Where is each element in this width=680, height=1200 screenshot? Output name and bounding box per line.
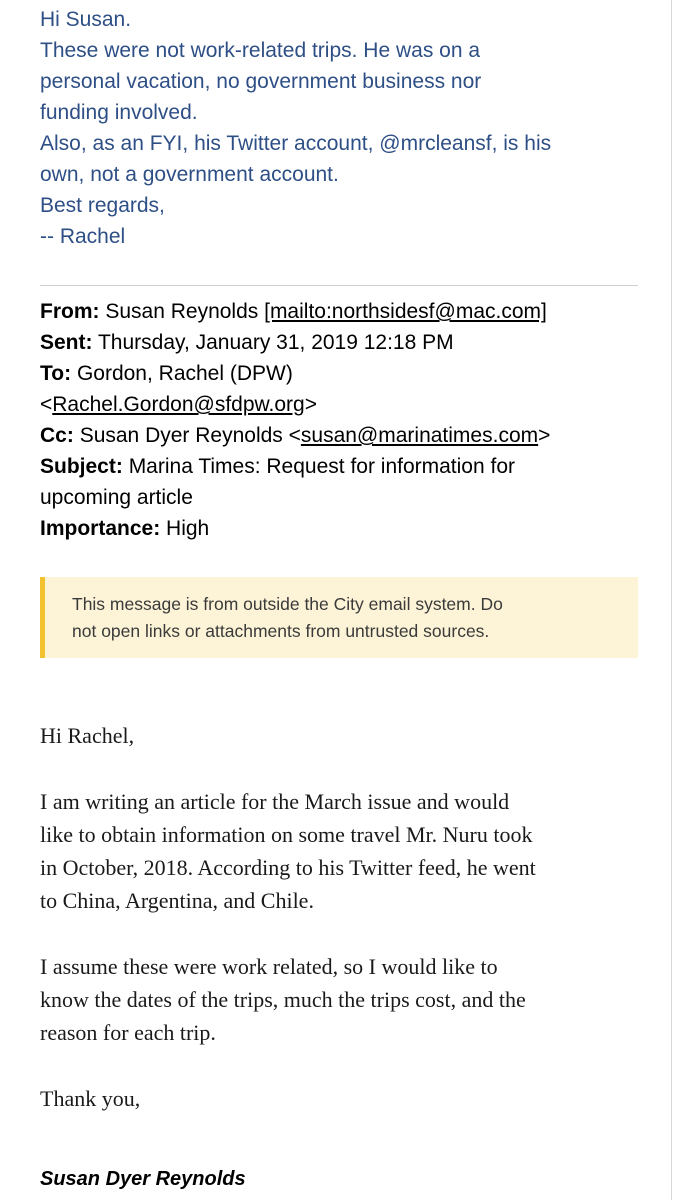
signature: Susan Dyer Reynolds	[40, 1168, 246, 1190]
from-row	[40, 296, 670, 327]
cc-email-link[interactable]: susan@marinatimes.com	[300, 424, 539, 447]
banner-line: not open links or attachments from untrusted sources.	[72, 621, 490, 641]
reply-line: -- Rachel	[40, 225, 126, 248]
cc-close: >	[538, 424, 551, 447]
external-email-warning-banner	[40, 577, 638, 658]
to-email-link[interactable]: Rachel.Gordon@sfdpw.org	[52, 393, 305, 416]
subject-line-1: Marina Times: Request for information for	[128, 455, 516, 478]
quoted-message-headers	[40, 296, 670, 544]
paragraph-spacer	[40, 752, 650, 785]
reply-line: own, not a government account.	[40, 163, 339, 186]
paragraph-spacer	[40, 1049, 650, 1082]
body-line: to China, Argentina, and Chile.	[40, 888, 314, 913]
banner-line: This message is from outside the City email system. Do	[72, 594, 503, 614]
reply-line: funding involved.	[40, 101, 198, 124]
sent-row	[40, 327, 670, 358]
to-name: Gordon, Rachel (DPW)	[76, 362, 293, 385]
cc-row	[40, 420, 670, 451]
reply-message	[40, 4, 665, 252]
subject-label: Subject:	[40, 455, 123, 478]
page-edge-rule	[671, 0, 672, 1200]
to-email-row: <Rachel.Gordon@sfdpw.org>	[40, 393, 317, 416]
from-mailto-link[interactable]: [mailto:northsidesf@mac.com]	[264, 300, 547, 323]
body-line: like to obtain information on some travel Mr. Nuru took	[40, 822, 533, 847]
reply-line: personal vacation, no government business nor	[40, 70, 482, 93]
body-line: in October, 2018. According to his Twitter feed, he went	[40, 855, 536, 880]
reply-line: Best regards,	[40, 194, 165, 217]
to-row	[40, 358, 670, 389]
paragraph-spacer	[40, 917, 650, 950]
body-line: know the dates of the trips, much the trips cost, and the	[40, 987, 526, 1012]
to-label: To:	[40, 362, 72, 385]
from-name: Susan Reynolds	[105, 300, 265, 323]
quoted-message-body	[40, 719, 650, 1115]
importance-value: High	[166, 517, 210, 540]
reply-line: Hi Susan.	[40, 8, 132, 31]
subject-line-2: upcoming article	[40, 486, 193, 509]
body-closing: Thank you,	[40, 1086, 141, 1111]
from-label: From:	[40, 300, 100, 323]
cc-label: Cc:	[40, 424, 74, 447]
reply-line: Also, as an FYI, his Twitter account, @mrcleansf, is his	[40, 132, 552, 155]
sent-value: Thursday, January 31, 2019 12:18 PM	[97, 331, 454, 354]
importance-label: Importance:	[40, 517, 161, 540]
quoted-message-divider	[40, 285, 638, 286]
body-line: I am writing an article for the March issue and would	[40, 789, 510, 814]
body-line: I assume these were work related, so I would like to	[40, 954, 498, 979]
body-greeting: Hi Rachel,	[40, 723, 135, 748]
subject-row	[40, 451, 670, 482]
sent-label: Sent:	[40, 331, 93, 354]
body-line: reason for each trip.	[40, 1020, 216, 1045]
reply-line: These were not work-related trips. He was on a	[40, 39, 481, 62]
importance-row	[40, 513, 670, 544]
cc-name: Susan Dyer Reynolds <	[79, 424, 301, 447]
